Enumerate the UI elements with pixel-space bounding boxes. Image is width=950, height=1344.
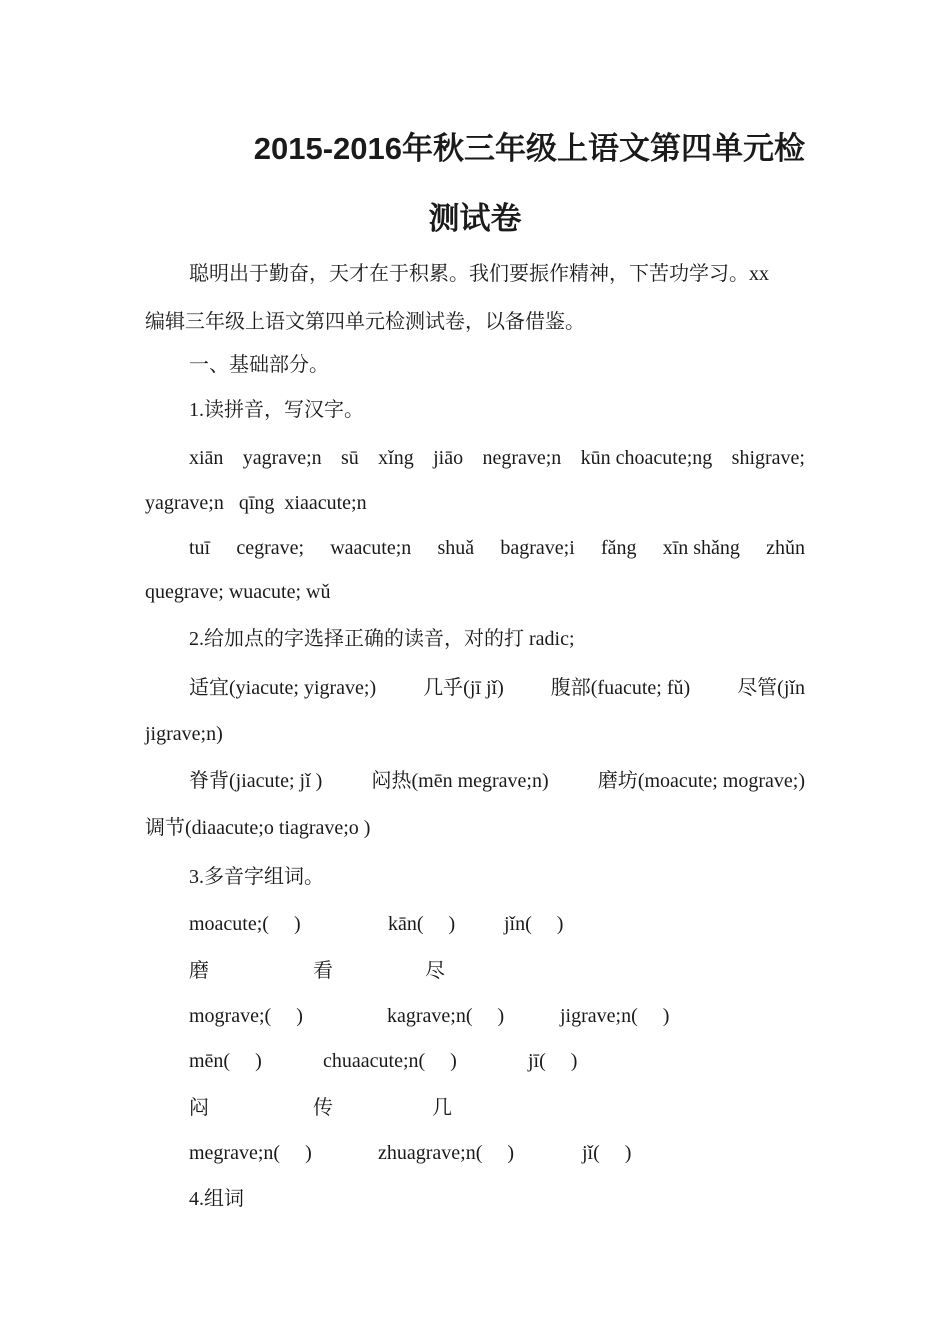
reading-choice: 几乎(jī jǐ) <box>423 677 504 699</box>
pinyin-word: shigrave; <box>731 447 805 469</box>
q3-g1-bottom-3: jigrave;n( ) <box>560 1005 670 1027</box>
q1-pinyin-row2-wrap: quegrave; wuacute; wǔ <box>145 581 331 603</box>
pinyin-word: yagrave;n <box>242 447 322 469</box>
q3-g1-top-2: kān( ) <box>388 913 456 935</box>
q3-g2-bottom-3: jǐ( ) <box>582 1142 632 1164</box>
q3-g1-bottom-1: mograve;( ) <box>189 1005 303 1027</box>
reading-choice: 腹部(fuacute; fǔ) <box>550 677 691 699</box>
section-heading-basics: 一、基础部分。 <box>189 354 329 376</box>
q2-row2-wrap: 调节(diaacute;o tiagrave;o ) <box>145 817 371 839</box>
pinyin-word: shuǎ <box>437 537 475 559</box>
q4-heading: 4.组词 <box>189 1188 244 1210</box>
q3-g1-char-3: 尽 <box>425 960 445 982</box>
q3-g2-bottom-1: megrave;n( ) <box>189 1142 312 1164</box>
pinyin-word: negrave;n <box>482 447 562 469</box>
q3-heading: 3.多音字组词。 <box>189 866 324 888</box>
q3-g1-bottom-2: kagrave;n( ) <box>387 1005 505 1027</box>
q3-g2-top-3: jī( ) <box>528 1050 578 1072</box>
document-title-line2: 测试卷 <box>428 201 522 236</box>
q3-g2-char-2: 传 <box>313 1097 333 1119</box>
pinyin-word: waacute;n <box>330 537 412 559</box>
pinyin-word: bagrave;i <box>500 537 575 559</box>
pinyin-word: sū <box>341 447 359 469</box>
pinyin-word: fǎng <box>600 537 637 559</box>
q3-g1-char-2: 看 <box>313 960 333 982</box>
q3-g2-char-3: 几 <box>432 1097 452 1119</box>
q3-g2-top-1: mēn( ) <box>189 1050 262 1072</box>
q3-g2-top-2: chuaacute;n( ) <box>323 1050 457 1072</box>
reading-choice: 尽管(jǐn <box>737 677 805 699</box>
q1-pinyin-row2 <box>189 534 805 562</box>
reading-choice: 脊背(jiacute; jǐ ) <box>189 770 323 792</box>
q1-heading: 1.读拼音，写汉字。 <box>189 399 364 421</box>
q2-row1 <box>189 674 805 702</box>
intro-line2: 编辑三年级上语文第四单元检测试卷，以备借鉴。 <box>145 311 585 333</box>
q1-pinyin-row1-wrap: yagrave;n qīng xiaacute;n <box>145 492 367 514</box>
reading-choice: 适宜(yiacute; yigrave;) <box>189 677 377 699</box>
document-title-line1: 2015-2016年秋三年级上语文第四单元检 <box>253 131 805 166</box>
reading-choice: 磨坊(moacute; mograve;) <box>597 770 805 792</box>
intro-line1: 聪明出于勤奋，天才在于积累。我们要振作精神，下苦功学习。xx <box>189 263 769 285</box>
q3-g2-char-1: 闷 <box>189 1097 209 1119</box>
q3-g2-bottom-2: zhuagrave;n( ) <box>378 1142 515 1164</box>
q2-row2 <box>189 767 805 795</box>
pinyin-word: kūn choacute;ng <box>580 447 713 469</box>
pinyin-word: xīn shǎng <box>662 537 740 559</box>
pinyin-word: jiāo <box>433 447 464 469</box>
reading-choice: 闷热(mēn megrave;n) <box>371 770 549 792</box>
q1-pinyin-row1 <box>189 444 805 472</box>
pinyin-word: tuī <box>189 537 211 559</box>
q3-g1-char-1: 磨 <box>189 960 209 982</box>
pinyin-word: xiān <box>189 447 224 469</box>
pinyin-word: cegrave; <box>236 537 305 559</box>
q2-row1-wrap: jigrave;n) <box>145 723 223 745</box>
q3-g1-top-1: moacute;( ) <box>189 913 301 935</box>
q2-heading: 2.给加点的字选择正确的读音，对的打 radic; <box>189 628 575 650</box>
q3-g1-top-3: jǐn( ) <box>504 913 564 935</box>
pinyin-word: xǐng <box>378 447 414 469</box>
pinyin-word: zhǔn <box>766 537 805 559</box>
